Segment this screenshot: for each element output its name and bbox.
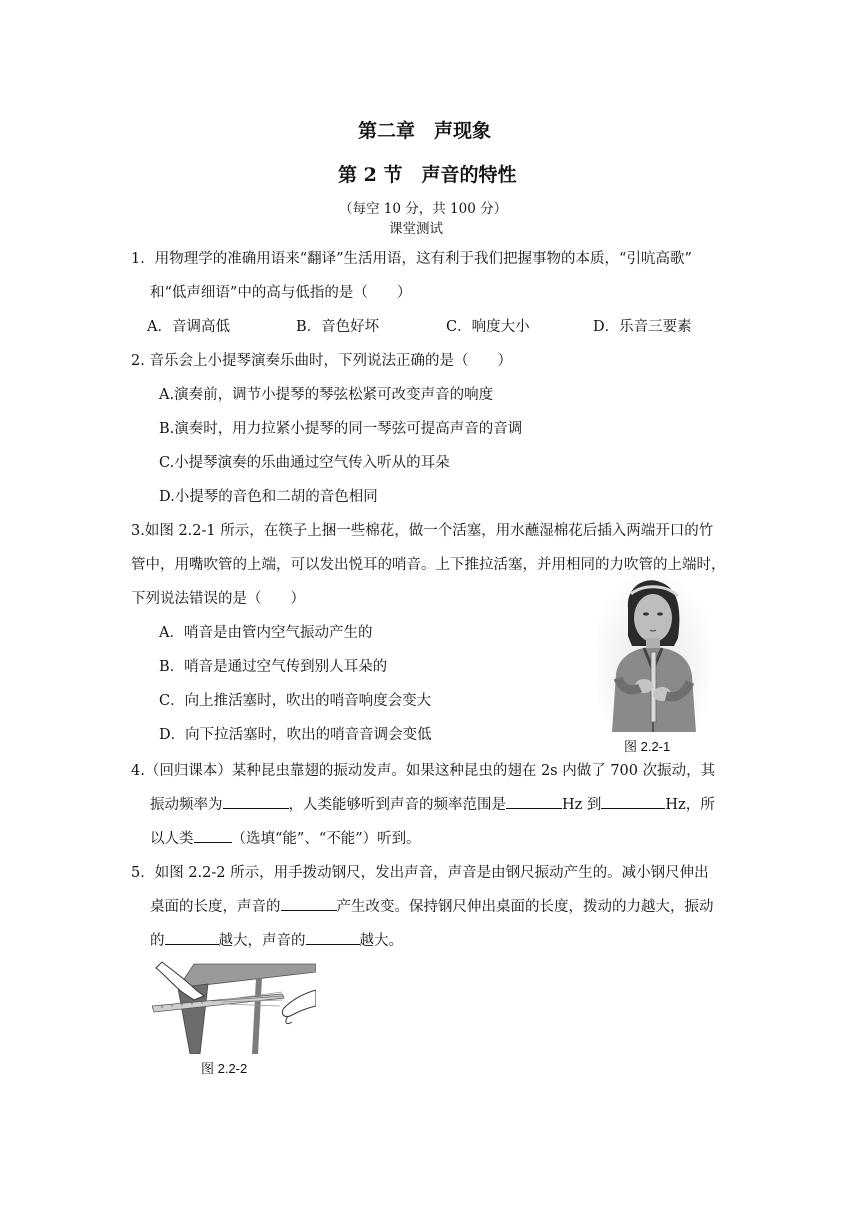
q4-text-range: ，人类能够听到声音的频率范围是 bbox=[288, 797, 506, 813]
q3-option-d: D．向下拉活塞时，吹出的哨音音调会变低 bbox=[159, 727, 432, 743]
q4-stem-line1: 4.（回归课本）某种昆虫靠翅的振动发声。如果这种昆虫的翅在 2s 内做了 700 次振动，其 bbox=[131, 763, 716, 779]
q5-blank-amplitude[interactable] bbox=[165, 930, 219, 945]
q4-stem-line3 bbox=[150, 827, 421, 848]
q5-blank-loudness[interactable] bbox=[306, 930, 360, 945]
q5-text-change: 产生改变。保持钢尺伸出桌面的长度，拨动的力越大，振动 bbox=[336, 899, 714, 915]
q5-text-sound: 桌面的长度，声音的 bbox=[150, 899, 281, 915]
figure-girl-whistle bbox=[598, 578, 708, 732]
q1-option-a: A．音调高低 bbox=[147, 319, 230, 335]
q4-blank-can-hear[interactable] bbox=[194, 828, 232, 843]
q4-text-hz-to: Hz 到 bbox=[562, 797, 602, 813]
q1-option-b: B．音色好坏 bbox=[296, 319, 380, 335]
figure-2-2-1-caption: 图 2.2-1 bbox=[624, 739, 671, 754]
section-title: 第 2 节 声音的特性 bbox=[338, 164, 517, 186]
q3-option-b: B．哨音是通过空气传到别人耳朵的 bbox=[159, 659, 388, 675]
figure-steel-ruler bbox=[152, 960, 316, 1054]
q1-option-c: C．响度大小 bbox=[446, 319, 530, 335]
q2-option-a: A.演奏前，调节小提琴的琴弦松紧可改变声音的响度 bbox=[159, 387, 494, 403]
q4-blank-range-low[interactable] bbox=[506, 794, 562, 809]
q5-blank-pitch[interactable] bbox=[281, 896, 337, 911]
q5-stem-line3 bbox=[150, 929, 403, 950]
q4-stem-line2 bbox=[150, 793, 715, 814]
q1-stem-line2: 和“低声细语”中的高与低指的是（ ） bbox=[150, 285, 412, 301]
q3-stem-line3: 下列说法错误的是（ ） bbox=[131, 591, 305, 607]
figure-2-2-2-caption: 图 2.2-2 bbox=[201, 1061, 248, 1076]
q2-option-c: C.小提琴演奏的乐曲通过空气传入听从的耳朵 bbox=[159, 455, 450, 471]
q2-option-b: B.演奏时，用力拉紧小提琴的同一琴弦可提高声音的音调 bbox=[159, 421, 523, 437]
q5-stem-line2 bbox=[150, 895, 714, 916]
q1-stem-line1: 1．用物理学的准确用语来“翻译”生活用语，这有利于我们把握事物的本质，“引吭高歌” bbox=[131, 251, 692, 267]
q4-blank-frequency[interactable] bbox=[223, 794, 289, 809]
score-note: （每空 10 分，共 100 分） bbox=[339, 201, 508, 217]
q3-stem-line1: 3.如图 2.2-1 所示，在筷子上捆一些棉花，做一个活塞，用水蘸湿棉花后插入两端开口的竹 bbox=[131, 523, 714, 539]
q1-option-d: D．乐音三要素 bbox=[593, 319, 692, 335]
q4-blank-range-high[interactable] bbox=[601, 794, 665, 809]
q5-text-end: 越大。 bbox=[359, 933, 403, 949]
q3-stem-line2: 管中，用嘴吹管的上端，可以发出悦耳的哨音。上下推拉活塞，并用相同的力吹管的上端时， bbox=[131, 557, 726, 573]
q3-option-a: A．哨音是由管内空气振动产生的 bbox=[159, 625, 373, 641]
q2-stem: 2. 音乐会上小提琴演奏乐曲时，下列说法正确的是（ ） bbox=[131, 353, 512, 369]
q5-text-of: 的 bbox=[150, 933, 165, 949]
test-label: 课堂测试 bbox=[389, 221, 443, 237]
q5-text-sound-2: 越大，声音的 bbox=[218, 933, 306, 949]
q4-text-choice: （选填“能”、“不能”）听到。 bbox=[231, 831, 421, 847]
q4-text-hz-end: Hz，所 bbox=[665, 797, 715, 813]
q5-stem-line1: 5．如图 2.2-2 所示，用手拨动钢尺，发出声音，声音是由钢尺振动产生的。减小钢尺伸出 bbox=[131, 865, 709, 881]
chapter-title: 第二章 声现象 bbox=[358, 120, 492, 142]
q4-text-humans: 以人类 bbox=[150, 831, 194, 847]
q2-option-d: D.小提琴的音色和二胡的音色相同 bbox=[159, 489, 378, 505]
q3-option-c: C．向上推活塞时，吹出的哨音响度会变大 bbox=[159, 693, 432, 709]
q4-text-frequency: 振动频率为 bbox=[150, 797, 223, 813]
